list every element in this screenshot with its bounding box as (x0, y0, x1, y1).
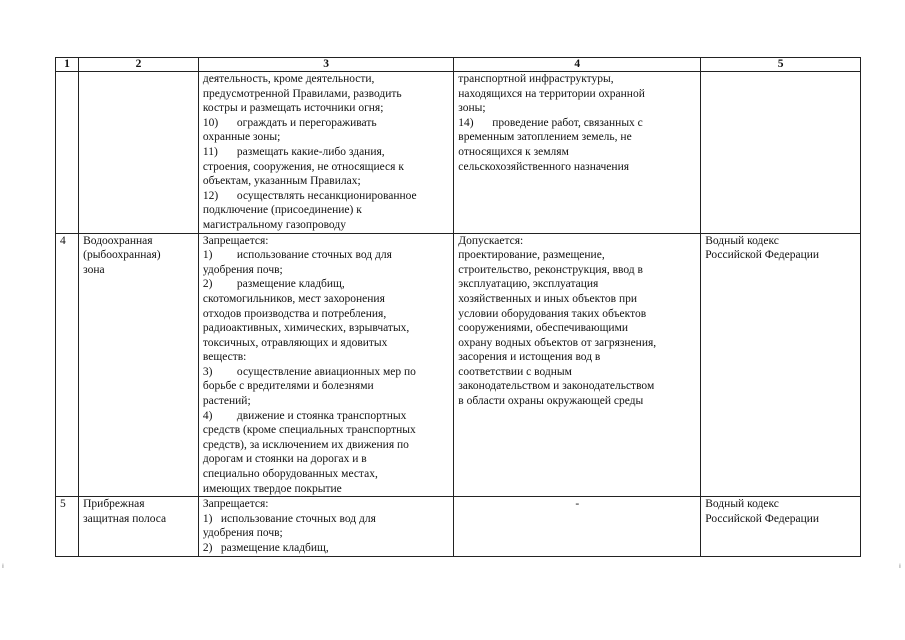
restriction-line (203, 365, 449, 380)
restriction-line: токсичных, отравляющих и ядовитых (202, 336, 388, 349)
item-number: 2) (202, 278, 213, 291)
item-text: осуществлять несанкционированное (236, 189, 417, 202)
permitted-line (458, 116, 696, 131)
restriction-line: веществ: (202, 351, 247, 364)
restriction-line: борьбе с вредителями и болезнями (202, 380, 374, 393)
restriction-line (203, 409, 449, 424)
restrictions-cell (198, 72, 453, 234)
item-number: 2) (202, 542, 213, 554)
restriction-line: растений; (202, 395, 251, 408)
item-text: размещение кладбищ, (236, 278, 345, 291)
row-number: 5 (56, 497, 79, 556)
row-number: 4 (56, 233, 79, 497)
restriction-line: подключение (присоединение) к (202, 204, 362, 217)
restriction-line: Запрещается: (202, 234, 269, 247)
permitted-cell (454, 233, 701, 497)
col-header-1: 1 (56, 58, 79, 72)
item-number: 4) (202, 409, 213, 422)
scan-edge-mark-left: ⁞ (2, 563, 4, 570)
restriction-line (203, 189, 449, 204)
restriction-line: средств), за исключением их движения по (202, 438, 409, 451)
legal-basis (701, 233, 861, 497)
restriction-line (203, 541, 449, 556)
item-text: использование сточных вод для (220, 512, 376, 525)
permitted-line: эксплуатацию, эксплуатация (458, 278, 599, 291)
item-number: 12) (202, 189, 219, 202)
item-text: проведение работ, связанных с (492, 116, 643, 129)
zone-line: Прибрежная (83, 498, 145, 511)
permitted-line: засорения и истощения вод в (458, 351, 601, 364)
item-number: 1) (202, 249, 213, 262)
legal-basis (701, 72, 861, 234)
restriction-line: дорогам и стоянки на дорогах и в (202, 453, 367, 466)
table-row (56, 72, 861, 234)
restriction-line: охранные зоны; (202, 131, 281, 144)
item-number: 11) (202, 145, 218, 158)
permitted-cell: - (454, 497, 701, 556)
col-header-2: 2 (79, 58, 199, 72)
permitted-line: сооружениями, обеспечивающими (458, 322, 629, 335)
restriction-line: имеющих твердое покрытие (202, 482, 342, 495)
zone-name (79, 233, 199, 497)
item-number: 10) (202, 116, 219, 129)
basis-line: Российской Федерации (705, 512, 820, 525)
item-text: ограждать и перегораживать (236, 116, 377, 129)
restriction-line: специально оборудованных местах, (202, 468, 378, 481)
permitted-line: зоны; (458, 102, 486, 115)
permitted-line: проектирование, размещение, (458, 249, 605, 262)
restriction-line: Запрещается: (202, 498, 269, 511)
item-text: размещение кладбищ, (220, 542, 329, 554)
restrictions-cell (198, 497, 453, 556)
zone-name (79, 72, 199, 234)
restriction-line: объектам, указанным Правилах; (202, 175, 361, 188)
zone-line: Водоохранная (83, 234, 153, 247)
permitted-line: законодательством и законодательством (458, 380, 655, 393)
restriction-line: удобрения почв; (202, 263, 283, 276)
basis-line: Водный кодекс (705, 498, 779, 511)
permitted-line: находящихся на территории охранной (458, 87, 645, 100)
item-number: 14) (458, 116, 474, 129)
restriction-line (203, 116, 449, 131)
zone-name (79, 497, 199, 556)
zone-line: зона (83, 263, 105, 276)
col-header-4: 4 (454, 58, 701, 72)
basis-line: Российской Федерации (705, 249, 820, 262)
permitted-line: относящихся к землям (458, 145, 569, 158)
restriction-line: средств (кроме специальных транспортных (202, 424, 416, 437)
restrictions-cell (198, 233, 453, 497)
restriction-line: костры и размещать источники огня; (202, 102, 384, 115)
zone-line: (рыбоохранная) (83, 249, 161, 262)
permitted-line: соответствии с водным (458, 365, 572, 378)
permitted-line: условии оборудования таких объектов (458, 307, 647, 320)
table-row (56, 233, 861, 497)
restriction-line (203, 512, 449, 527)
col-header-5: 5 (701, 58, 861, 72)
restriction-line: отходов производства и потребления, (202, 307, 387, 320)
col-header-3: 3 (198, 58, 453, 72)
item-text: осуществление авиационных мер по (236, 365, 416, 378)
permitted-line: строительство, реконструкция, ввод в (458, 263, 643, 276)
permitted-line: хозяйственных и иных объектов при (458, 292, 638, 305)
permitted-line: транспортной инфраструктуры, (458, 73, 614, 85)
item-text: движение и стоянка транспортных (236, 409, 407, 422)
restriction-line: скотомогильников, мест захоронения (202, 292, 385, 305)
permitted-line: в области охраны окружающей среды (458, 395, 644, 408)
scan-edge-mark-right: ⁞ (899, 563, 901, 570)
restriction-line: магистральному газопроводу (202, 218, 346, 231)
basis-line: Водный кодекс (705, 234, 779, 247)
restriction-line (203, 145, 449, 160)
restriction-line (203, 248, 449, 263)
item-text: размещать какие-либо здания, (236, 145, 385, 158)
permitted-cell (454, 72, 701, 234)
restriction-line: предусмотренной Правилами, разводить (202, 87, 402, 100)
legal-basis (701, 497, 861, 556)
permitted-line: сельскохозяйственного назначения (458, 160, 630, 173)
header-row (56, 58, 861, 72)
restriction-line: строения, сооружения, не относящиеся к (202, 160, 404, 173)
item-number: 1) (202, 512, 213, 525)
permitted-line: охрану водных объектов от загрязнения, (458, 336, 657, 349)
table-row (56, 497, 861, 556)
permitted-line: Допускается: (458, 234, 524, 247)
row-number (56, 72, 79, 234)
restriction-line: удобрения почв; (202, 527, 283, 540)
item-text: использование сточных вод для (236, 249, 392, 262)
permitted-line: временным затоплением земель, не (458, 131, 632, 144)
zones-table (55, 57, 861, 557)
restriction-line: радиоактивных, химических, взрывчатых, (202, 322, 410, 335)
item-number: 3) (202, 365, 213, 378)
zone-line: защитная полоса (83, 512, 167, 525)
restriction-line (203, 277, 449, 292)
restriction-line: деятельность, кроме деятельности, (202, 73, 375, 85)
